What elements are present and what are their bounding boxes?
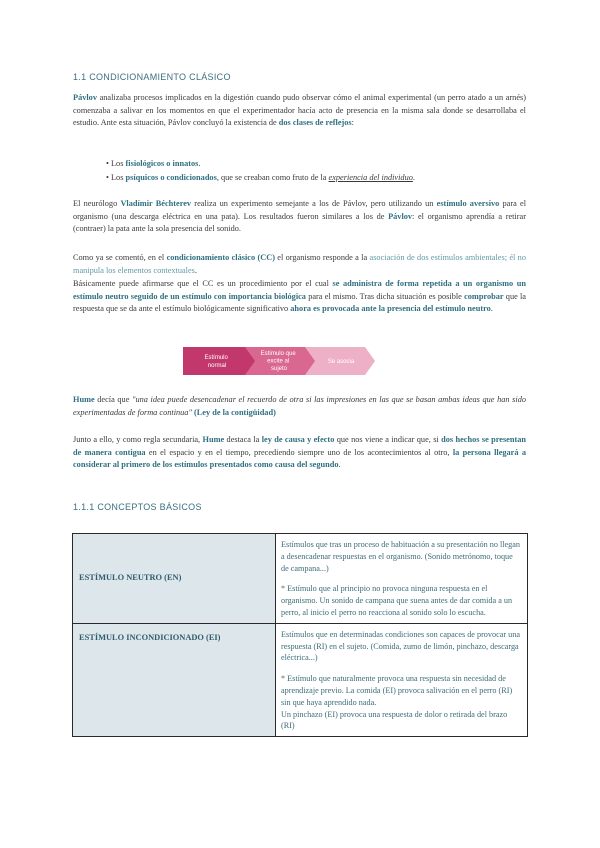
name-hume: Hume [73, 395, 95, 404]
table-row [73, 534, 528, 624]
term-ley-contiguidad: (Ley de la contigüidad) [191, 407, 276, 417]
b2-mid: , que se creaban como fruto de la [216, 173, 329, 182]
p4-t2: para el mismo. Tras dicha situación es posible [305, 291, 465, 301]
name-pavlov: Pávlov [73, 93, 97, 102]
section-title: 1.1 CONDICIONAMIENTO CLÁSICO [73, 72, 231, 82]
step3-label [328, 359, 355, 365]
term-dos-clases: dos clases de reflejos [278, 118, 352, 128]
term-cc: condicionamiento clásico (CC) [166, 253, 275, 262]
process-diagram [183, 347, 375, 375]
step2-line3: sujeto [270, 366, 288, 372]
term-comprobar: comprobar [464, 291, 504, 301]
step1-line1: Estímulo [204, 355, 228, 361]
p1-text2: : [351, 118, 354, 128]
p6-t4: en el espacio y en el tiempo, precediendo siempre uno de los acontecimientos al otro, [145, 447, 453, 457]
paragraph-hume [73, 394, 526, 419]
reflex-list [106, 157, 415, 185]
row2-desc2: * Estímulo que naturalmente provoca una respuesta sin necesidad de aprendizaje previo. La comida (EI) provoca salivación en el perro (RI) sin que haya aprendido nada. [281, 674, 513, 707]
name-hume-2: Hume [202, 435, 225, 444]
term-causa-efecto: ley de causa y efecto [261, 435, 335, 444]
term-asociacion: asociación de dos estímulos ambientales; él no manipula los elementos contextuales [73, 253, 526, 275]
p2-t4: : el organismo aprendía a retirar (contraer) la pata ante la sola presencia del sonido. [73, 211, 526, 234]
p3-t3: . [194, 265, 197, 275]
step2-line2: excite al [267, 358, 290, 365]
term-ahora: ahora es provocada ante la presencia del estímulo neutro [290, 304, 491, 314]
description-cell [276, 534, 528, 624]
subsection-title: 1.1.1 CONCEPTOS BÁSICOS [73, 502, 202, 512]
term-psiquicos: psíquicos o condicionados [125, 173, 217, 182]
term-persona-considera: la persona llegará a considerar al primero de los estímulos presentados como causa del segundo [73, 447, 526, 470]
b1-pre: Los [110, 159, 126, 168]
b2-post: . [412, 173, 415, 182]
description-cell [276, 623, 528, 736]
paragraph-bechterev [73, 198, 526, 236]
term-administra: se administra de forma repetida a un organismo un estímulo neutro seguido de un estímulo con importancia biológica [73, 279, 526, 301]
b2-pre: Los [110, 173, 126, 182]
p2-t2: realiza un experimento semejante a los de Pávlov, pero utilizando un [191, 199, 437, 208]
paragraph-causa-efecto [73, 434, 526, 472]
step2-line1: Estímulo que [260, 351, 296, 357]
row2-desc1: Estímulos que en determinadas condiciones son capaces de provocar una respuesta (RI) en el sujeto. (Comida, zumo de limón, pinchazo, descarga eléctrica...) [281, 629, 520, 663]
row1-desc1: Estímulos que tras un proceso de habituación a su presentación no llegan a desencadenar respuestas en el organismo. (Sonido metrónomo, toque de campana...) [281, 540, 520, 573]
term-experiencia: experiencia del individuo [328, 173, 413, 182]
p2-t1: El neurólogo [73, 199, 121, 208]
step3-line1: Se asocia [327, 359, 355, 365]
name-pavlov-2: Pávlov [388, 211, 413, 221]
concepts-table [72, 533, 528, 737]
p3-t2: el organismo responde a la [274, 253, 370, 262]
p4-t4: . [490, 304, 493, 314]
p1-text: analizaba procesos implicados en la digestión cuando pudo observar cómo el animal experimental (un perro atado a un arnés) comenzaba a salivar en los momentos en que el experimentador hacía acto de presencia en la misma sala donde se desarrollaba el estudio. Ante esta situación, Pávlov concluyó la existencia de [73, 93, 526, 128]
paragraph-pavlov [73, 92, 526, 130]
row1-desc2: * Estímulo que al principio no provoca ninguna respuesta en el organismo. Un sonido de campana que suena antes de dar comida a un perro, al inicio el perro no reacciona al sonido solo lo escucha. [281, 584, 513, 617]
row2-desc3: Un pinchazo (EI) provoca una respuesta de dolor o retirada del brazo (RI) [281, 709, 508, 731]
p6-t1: Junto a ello, y como regla secundaria, [73, 435, 203, 444]
list-item [106, 171, 415, 185]
step1-line2: normal [207, 363, 227, 369]
paragraph-cc [73, 252, 526, 277]
term-aversivo: estímulo aversivo [436, 199, 500, 208]
term-cell: ESTÍMULO NEUTRO (EN) [73, 534, 276, 624]
b1-post: . [198, 159, 201, 168]
p4-t3: que la respuesta que se da ante el estímulo biológicamente significativo [73, 291, 526, 314]
p6-t2: destaca la [224, 435, 262, 444]
hume-quote: "una idea puede desencadenar el recuerdo de otra si las impresiones en las que se basan ambas ideas que han sido experimentadas de forma continua" [73, 395, 526, 417]
p4-t1: Básicamente puede afirmarse que el CC es un procedimiento por el cual [73, 279, 333, 288]
p2-t3: para el organismo (una descarga eléctrica en una pata). Los resultados fueron similares a los de [73, 199, 526, 221]
term-fisiologicos: fisiológicos o innatos [125, 159, 199, 168]
term-hechos-contiguos: dos hechos se presentan de manera contigua [73, 435, 527, 457]
p6-t5: . [338, 460, 341, 470]
p6-t3: que nos viene a indicar que, si [334, 435, 442, 444]
paragraph-definition [73, 278, 526, 316]
chevron-step-1 [183, 347, 255, 375]
term-cell: ESTÍMULO INCONDICIONADO (EI) [73, 623, 276, 736]
table-row [73, 623, 528, 736]
list-item [106, 157, 415, 171]
name-bechterev: Vladímir Béchterev [120, 199, 192, 208]
p3-t1: Como ya se comentó, en el [73, 253, 167, 262]
p5-t1: decía que [94, 395, 132, 404]
